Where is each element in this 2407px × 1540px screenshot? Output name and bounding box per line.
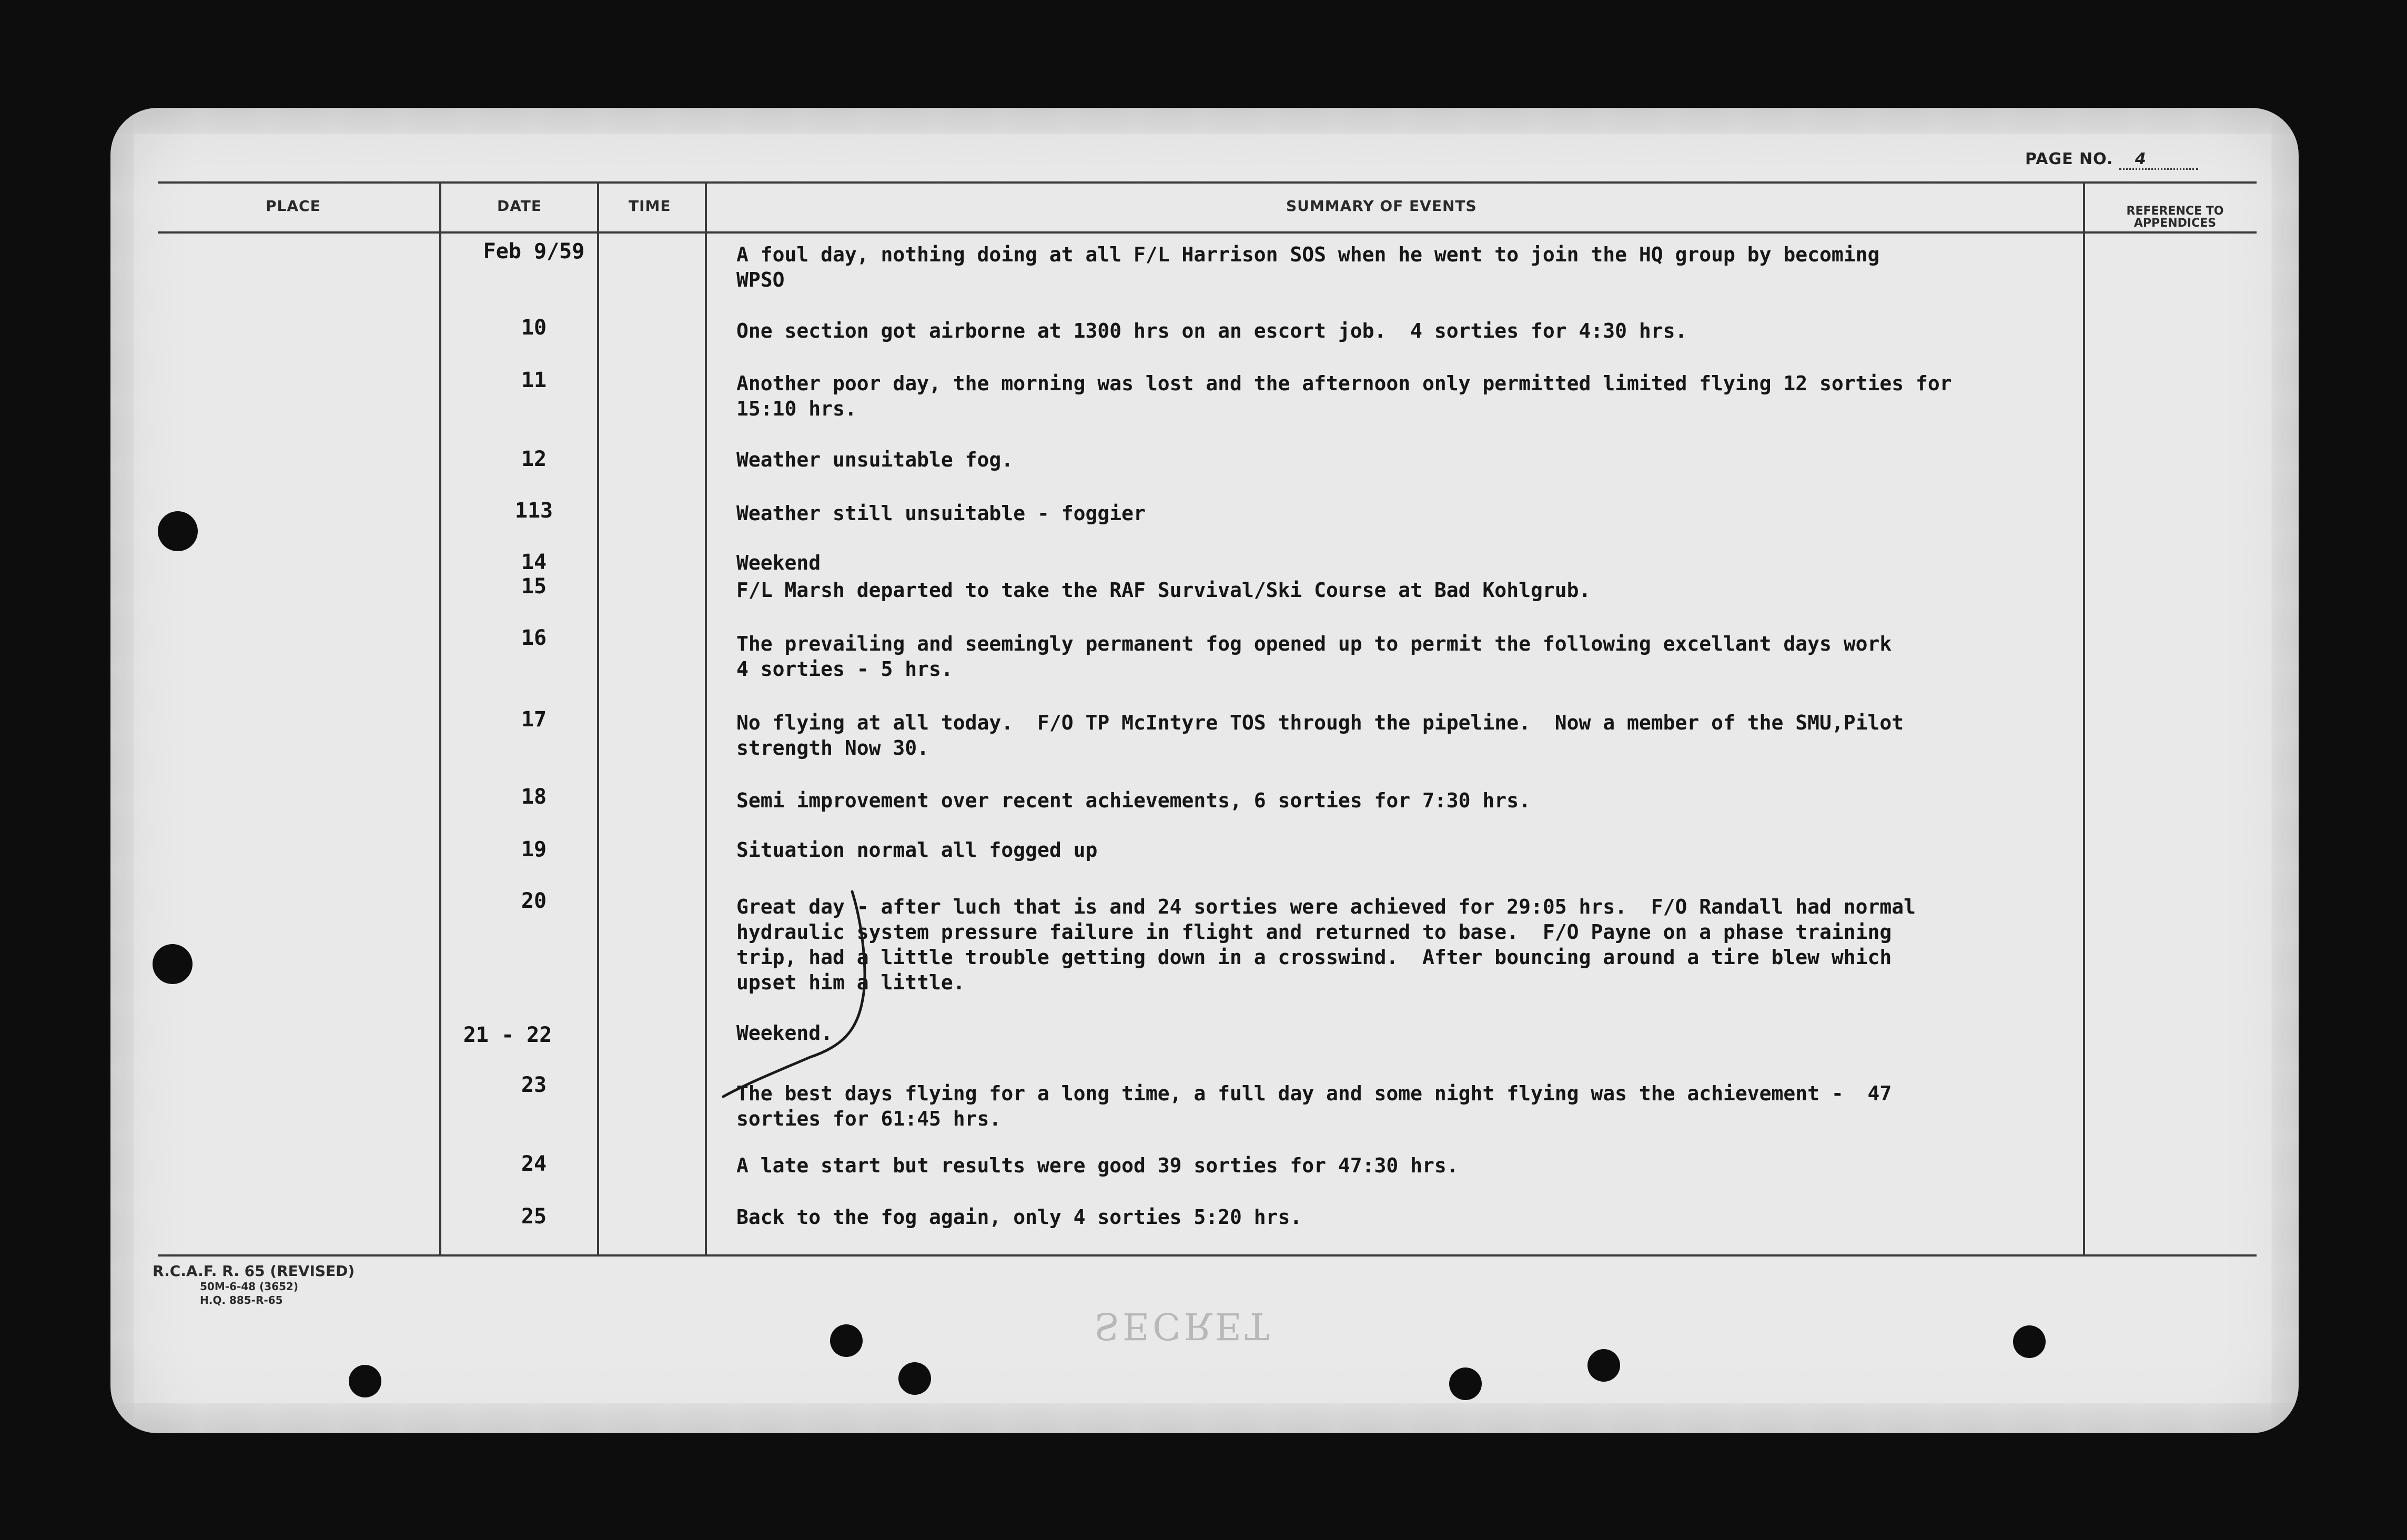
entry-summary: Weather still unsuitable - foggier [736,502,1146,525]
entry-summary: Weekend. [736,1021,833,1045]
entry-date: 15 [521,574,547,599]
entry-summary: The best days flying for a long time, a full day and some night flying was the achievement - 47 sorties for 61:45 hrs. [736,1082,1892,1130]
punch-hole [158,511,198,551]
form-print-code: 50M-6-48 (3652) [200,1280,298,1293]
punch-hole [349,1365,381,1397]
entry-date: 20 [521,889,547,913]
entry-date: 19 [521,837,547,862]
entry-summary: Situation normal all fogged up [736,838,1098,862]
entry-summary: No flying at all today. F/O TP McIntyre TOS through the pipeline. Now a member of the SMU,Pilot strength Now 30. [736,711,1904,759]
punch-hole [1449,1367,1482,1400]
punch-hole [898,1362,931,1395]
entry-date: 23 [521,1073,547,1097]
page-number-label: PAGE NO. [2025,150,2113,168]
entry-date: 18 [521,785,547,809]
entry-summary: Another poor day, the morning was lost and the afternoon only permitted limited flying 12 sorties for 15:10 hrs. [736,372,1952,420]
entry-date: 12 [521,447,547,471]
punch-hole [830,1324,863,1357]
entry-summary: Back to the fog again, only 4 sorties 5:20 hrs. [736,1205,1302,1229]
entry-date: 14 [521,550,547,574]
entry-date: 11 [521,368,547,392]
entry-date: Feb 9/59 [483,239,585,264]
entry-summary: A late start but results were good 39 sorties for 47:30 hrs. [736,1154,1459,1177]
column-header-time: TIME [629,197,671,215]
form-number: R.C.A.F. R. 65 (REVISED) [153,1262,355,1280]
form-hq-code: H.Q. 885-R-65 [200,1294,283,1306]
punch-hole [1587,1349,1620,1382]
entry-date: 24 [521,1152,547,1176]
column-header-summary: SUMMARY OF EVENTS [1286,197,1477,215]
entry-summary: Weekend [736,551,821,574]
entry-summary: One section got airborne at 1300 hrs on an escort job. 4 sorties for 4:30 hrs. [736,319,1687,342]
entry-summary: Great day - after luch that is and 24 sorties were achieved for 29:05 hrs. F/O Randall had normal hydraulic system pressure failure in flight and returned to base. F/O Payne on a phase training trip, had a little trouble getting down in a crosswind. After bouncing around a tire blew which upset him a little. [736,895,1916,994]
show-through-secret-stamp: SECRET [1094,1304,1273,1348]
entry-summary: Semi improvement over recent achievements, 6 sorties for 7:30 hrs. [736,789,1531,812]
entry-date: 10 [521,316,547,340]
entry-date: 16 [521,626,547,650]
entry-date: 17 [521,707,547,732]
entry-summary: The prevailing and seemingly permanent fog opened up to permit the following excellant days work 4 sorties - 5 hrs. [736,632,1892,681]
punch-hole [153,944,193,984]
entry-date: 25 [521,1204,547,1229]
form-identifier [153,1262,355,1307]
entry-date: 113 [514,499,553,523]
column-header-reference: REFERENCE TO APPENDICES [2126,205,2224,230]
entry-summary: F/L Marsh departed to take the RAF Survival/Ski Course at Bad Kohlgrub. [736,579,1591,602]
page-number-value: 4 [2119,150,2198,170]
entry-summary: A foul day, nothing doing at all F/L Harrison SOS when he went to join the HQ group by becoming WPSO [736,243,1880,291]
column-header-date: DATE [497,197,542,215]
column-header-place: PLACE [266,197,321,215]
entry-date: 21 - 22 [463,1023,552,1047]
punch-hole [2013,1325,2046,1358]
entry-summary: Weather unsuitable fog. [736,448,1014,471]
